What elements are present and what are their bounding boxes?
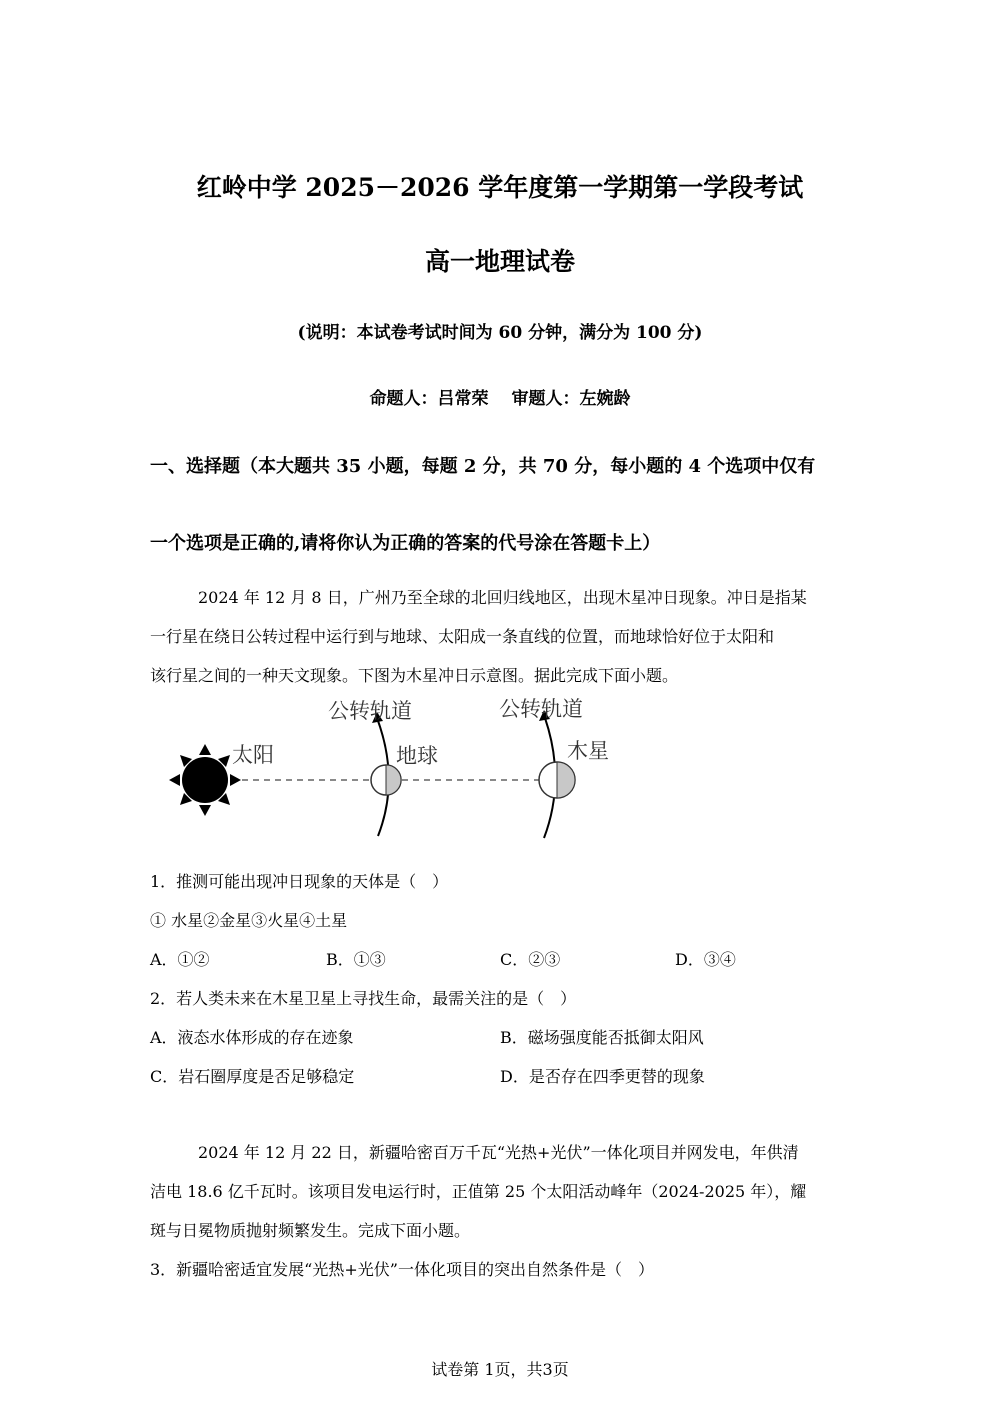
exam-subtitle: 高一地理试卷 [424, 247, 575, 276]
orbit-label-jupiter: 公转轨道 [499, 698, 583, 721]
jupiter-opposition-diagram [160, 690, 630, 845]
section-heading-line-1: 一、选择题（本大题共 35 小题，每题 2 分，共 70 分，每小题的 4 个选项中仅有 [150, 456, 816, 477]
q1-options-line: ① 水星②金星③火星④土星 [150, 911, 348, 930]
passage-2-line-1: 2024 年 12 月 22 日，新疆哈密百万千瓦“光热+光伏”一体化项目并网发电，年供清 [198, 1143, 799, 1162]
jupiter-icon [539, 762, 575, 798]
q1-option-c: C．②③ [500, 950, 561, 969]
passage-1-line-3: 该行星之间的一种天文现象。下图为木星冲日示意图。据此完成下面小题。 [150, 666, 679, 685]
q1-stem: 1．推测可能出现冲日现象的天体是（ ） [150, 872, 449, 891]
passage-2-line-2: 洁电 18.6 亿千瓦时。该项目发电运行时，正值第 25 个太阳活动峰年（2024-2025 年），耀 [150, 1182, 807, 1201]
q2-stem: 2．若人类未来在木星卫星上寻找生命，最需关注的是（ ） [150, 989, 577, 1008]
passage-1-line-1: 2024 年 12 月 8 日，广州乃至全球的北回归线地区，出现木星冲日现象。冲日是指某 [198, 588, 807, 607]
exam-note: (说明：本试卷考试时间为 60 分钟，满分为 100 分) [297, 323, 703, 343]
jupiter-label: 木星 [567, 740, 609, 763]
passage-1-line-2: 一行星在绕日公转过程中运行到与地球、太阳成一条直线的位置，而地球恰好位于太阳和 [150, 627, 775, 646]
sun-label: 太阳 [232, 744, 274, 767]
q3-stem: 3．新疆哈密适宜发展“光热+光伏”一体化项目的突出自然条件是（ ） [150, 1260, 654, 1279]
exam-authors: 命题人：吕常荣 审题人：左婉龄 [369, 389, 631, 409]
q2-option-d: D．是否存在四季更替的现象 [500, 1067, 705, 1086]
q1-option-a: A．①② [150, 950, 210, 969]
exam-title: 红岭中学 2025－2026 学年度第一学期第一学段考试 [196, 173, 804, 202]
sun-icon [169, 744, 241, 816]
q2-option-a: A．液态水体形成的存在迹象 [150, 1028, 354, 1047]
q2-option-b: B．磁场强度能否抵御太阳风 [500, 1028, 704, 1047]
earth-label: 地球 [396, 745, 438, 768]
q1-option-d: D．③④ [675, 950, 736, 969]
section-heading-line-2: 一个选项是正确的,请将你认为正确的答案的代号涂在答题卡上） [150, 533, 661, 554]
q1-option-b: B．①③ [326, 950, 386, 969]
passage-2-line-3: 斑与日冕物质抛射频繁发生。完成下面小题。 [150, 1221, 471, 1240]
page-footer: 试卷第 1页，共3页 [431, 1360, 569, 1379]
earth-icon [371, 765, 401, 795]
orbit-label-earth: 公转轨道 [328, 700, 412, 723]
q2-option-c: C．岩石圈厚度是否足够稳定 [150, 1067, 355, 1086]
